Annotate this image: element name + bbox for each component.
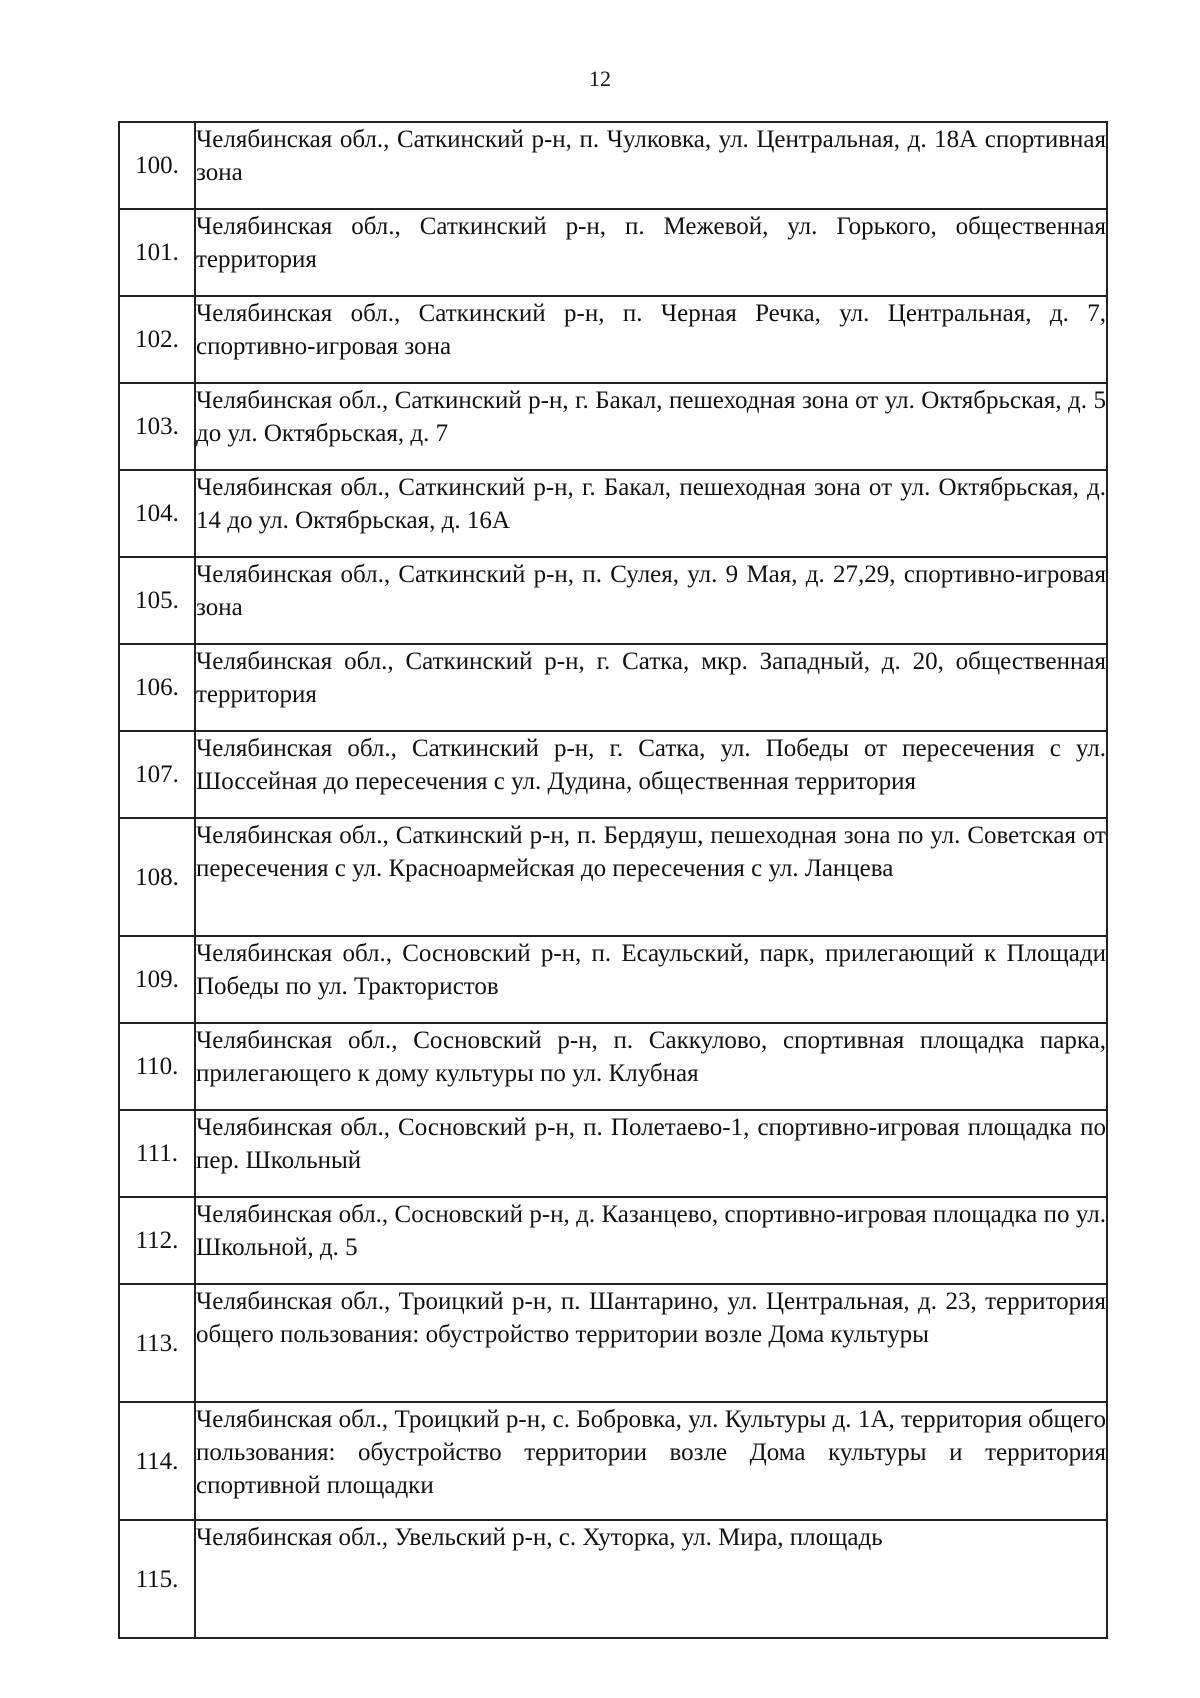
row-number: 109. — [119, 936, 195, 1023]
row-address: Челябинская обл., Троицкий р-н, с. Бобровка, ул. Культуры д. 1А, территория общего пользования: обустройство территории возле Дома культуры и территория спортивной площадки — [195, 1402, 1107, 1520]
row-number: 100. — [119, 122, 195, 209]
row-number: 101. — [119, 209, 195, 296]
table-row — [119, 936, 1107, 1023]
table-row — [119, 296, 1107, 383]
row-address: Челябинская обл., Увельский р-н, с. Хуторка, ул. Мира, площадь — [195, 1520, 1107, 1638]
row-number: 102. — [119, 296, 195, 383]
row-number: 113. — [119, 1284, 195, 1402]
page-number: 12 — [589, 66, 611, 91]
row-number: 104. — [119, 470, 195, 557]
table-row — [119, 557, 1107, 644]
table-row — [119, 470, 1107, 557]
row-address: Челябинская обл., Саткинский р-н, п. Черная Речка, ул. Центральная, д. 7, спортивно-игровая зона — [195, 296, 1107, 383]
row-number: 112. — [119, 1197, 195, 1284]
table-row — [119, 209, 1107, 296]
table-row — [119, 383, 1107, 470]
row-number: 106. — [119, 644, 195, 731]
row-number: 108. — [119, 818, 195, 936]
row-number: 103. — [119, 383, 195, 470]
row-number: 115. — [119, 1520, 195, 1638]
row-address: Челябинская обл., Троицкий р-н, п. Шантарино, ул. Центральная, д. 23, территория общего пользования: обустройство территории возле Дома культуры — [195, 1284, 1107, 1402]
row-address: Челябинская обл., Саткинский р-н, г. Бакал, пешеходная зона от ул. Октябрьская, д. 5 до ул. Октябрьская, д. 7 — [195, 383, 1107, 470]
table-row — [119, 1197, 1107, 1284]
row-address: Челябинская обл., Саткинский р-н, п. Бердяуш, пешеходная зона по ул. Советская от пересечения с ул. Красноармейская до пересечения с ул. Ланцева — [195, 818, 1107, 936]
table-row — [119, 1023, 1107, 1110]
row-number: 105. — [119, 557, 195, 644]
row-address: Челябинская обл., Саткинский р-н, г. Бакал, пешеходная зона от ул. Октябрьская, д. 14 до ул. Октябрьская, д. 16А — [195, 470, 1107, 557]
table-row — [119, 122, 1107, 209]
table-row — [119, 1402, 1107, 1520]
row-address: Челябинская обл., Сосновский р-н, п. Саккулово, спортивная площадка парка, прилегающего к дому культуры по ул. Клубная — [195, 1023, 1107, 1110]
table-row — [119, 731, 1107, 818]
table-row — [119, 644, 1107, 731]
row-address: Челябинская обл., Сосновский р-н, д. Казанцево, спортивно-игровая площадка по ул. Школьной, д. 5 — [195, 1197, 1107, 1284]
row-number: 111. — [119, 1110, 195, 1197]
table-row — [119, 1110, 1107, 1197]
row-number: 107. — [119, 731, 195, 818]
row-address: Челябинская обл., Саткинский р-н, п. Чулковка, ул. Центральная, д. 18А спортивная зона — [195, 122, 1107, 209]
row-address: Челябинская обл., Сосновский р-н, п. Есаульский, парк, прилегающий к Площади Победы по ул. Трактористов — [195, 936, 1107, 1023]
row-address: Челябинская обл., Сосновский р-н, п. Полетаево-1, спортивно-игровая площадка по пер. Школьный — [195, 1110, 1107, 1197]
table-row — [119, 1284, 1107, 1402]
row-address: Челябинская обл., Саткинский р-н, п. Межевой, ул. Горького, общественная территория — [195, 209, 1107, 296]
row-address: Челябинская обл., Саткинский р-н, г. Сатка, ул. Победы от пересечения с ул. Шоссейная до пересечения с ул. Дудина, общественная территория — [195, 731, 1107, 818]
table-row — [119, 1520, 1107, 1638]
row-address: Челябинская обл., Саткинский р-н, г. Сатка, мкр. Западный, д. 20, общественная территория — [195, 644, 1107, 731]
row-number: 114. — [119, 1402, 195, 1520]
territory-table — [118, 121, 1108, 1639]
row-number: 110. — [119, 1023, 195, 1110]
row-address: Челябинская обл., Саткинский р-н, п. Сулея, ул. 9 Мая, д. 27,29, спортивно-игровая зона — [195, 557, 1107, 644]
table-row — [119, 818, 1107, 936]
